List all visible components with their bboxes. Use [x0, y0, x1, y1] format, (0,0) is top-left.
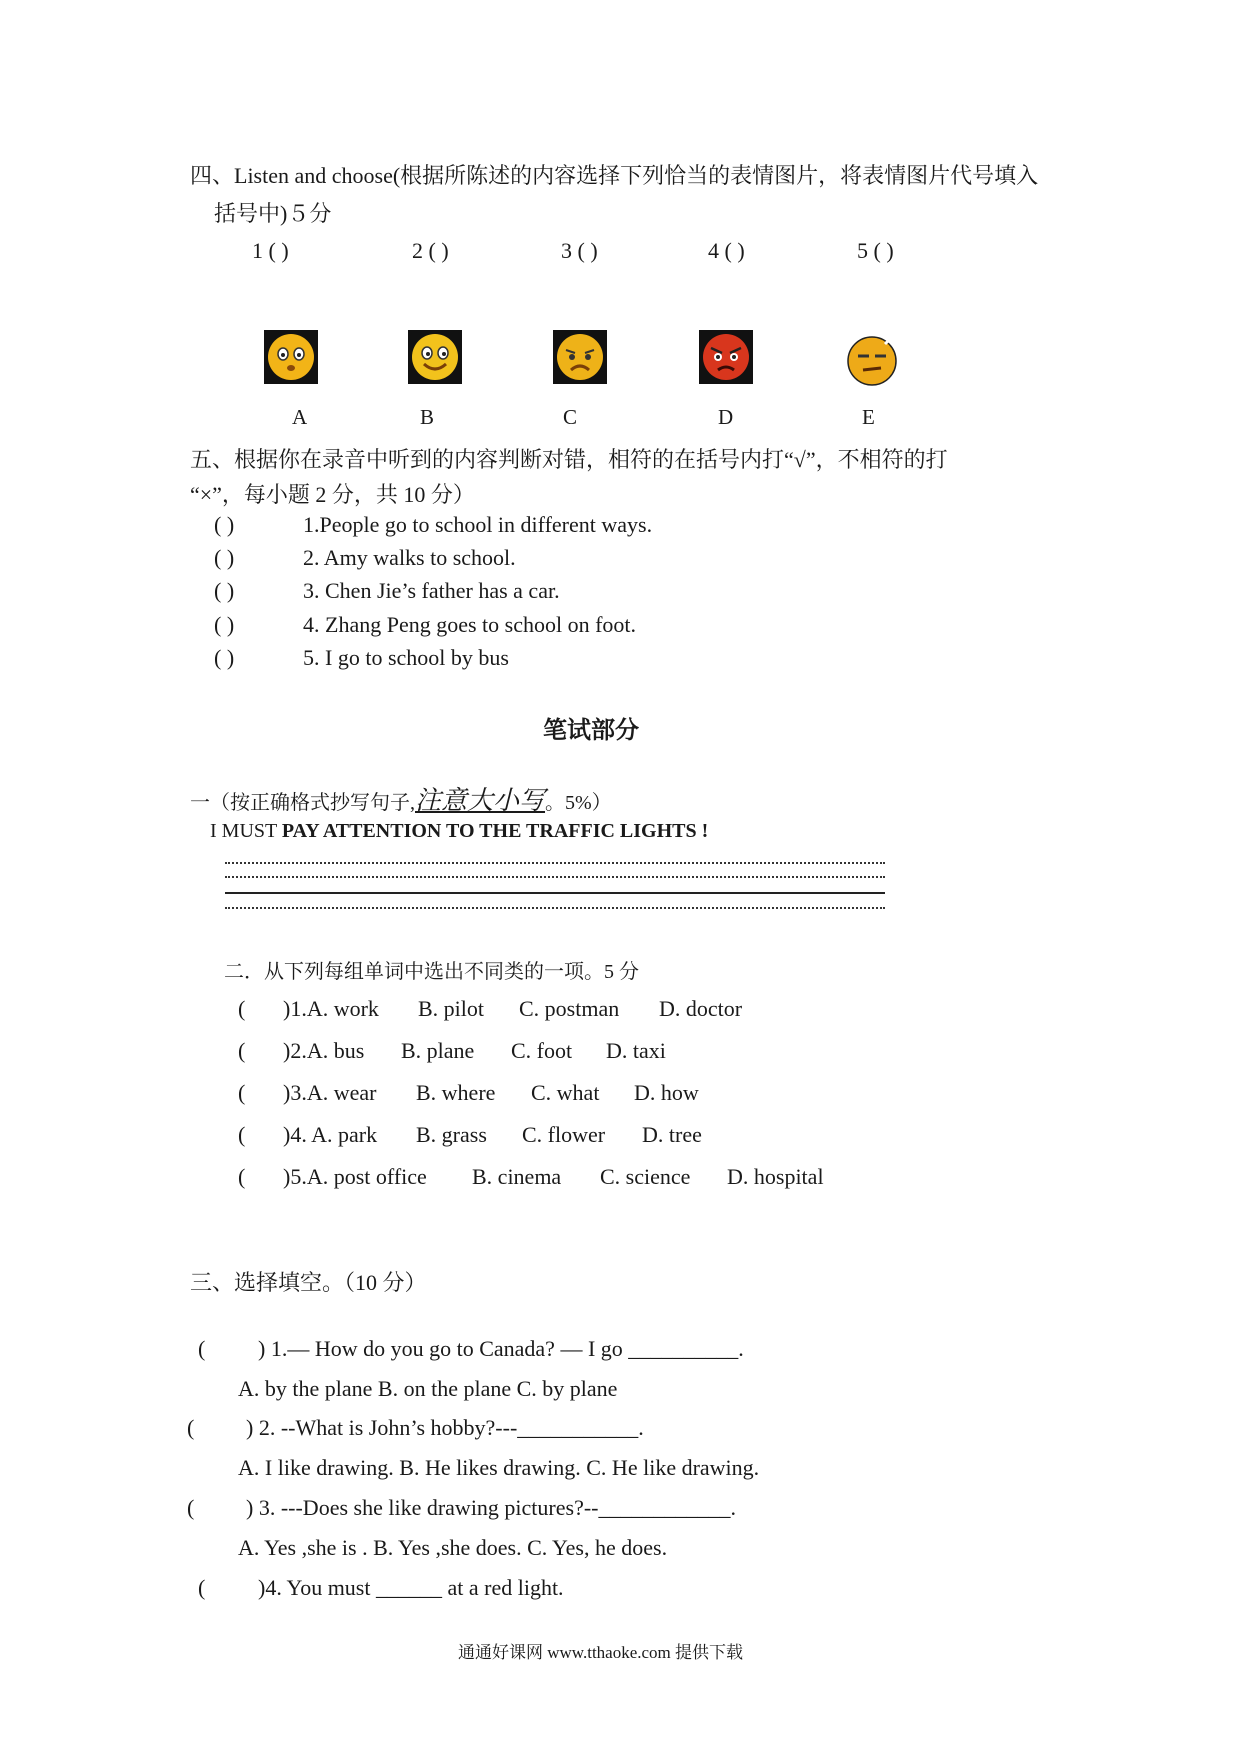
choice-paren-2[interactable]: (: [187, 1415, 195, 1440]
copy-sentence: [210, 820, 708, 843]
face-label-e: E: [862, 405, 875, 429]
odd-one-item-1-a: )1.A. work: [283, 996, 379, 1021]
written-section-header: 笔试部分: [543, 716, 639, 744]
odd-one-item-5-b: B. cinema: [472, 1164, 562, 1189]
surprised-face-icon: [264, 330, 318, 384]
part3-title: 三、选择填空。（10 分）: [190, 1270, 427, 1295]
choice-question-4: )4. You must ______ at a red light.: [258, 1575, 564, 1600]
odd-one-item-3-c: C. what: [531, 1080, 600, 1105]
odd-one-item-3-a: )3.A. wear: [283, 1080, 377, 1105]
judge-item-3: 3. Chen Jie’s father has a car.: [303, 578, 560, 603]
face-label-b: B: [420, 405, 435, 429]
odd-one-item-4-a: )4. A. park: [283, 1122, 378, 1147]
smiling-face-icon: [408, 330, 462, 384]
choice-options-2: A. I like drawing. B. He likes drawing. C. He like drawing.: [238, 1455, 760, 1480]
odd-one-item-4-c: C. flower: [522, 1122, 606, 1147]
choice-paren-1[interactable]: (: [198, 1336, 206, 1361]
part1-title-suffix: 。5%）: [545, 792, 612, 814]
judge-paren-4[interactable]: ( ): [214, 612, 235, 637]
judge-paren-3[interactable]: ( ): [214, 578, 235, 603]
odd-one-item-5-c: C. science: [600, 1164, 691, 1189]
copy-sentence-plain: I MUST: [210, 820, 282, 842]
section5-title-line1: 五、根据你在录音中听到的内容判断对错，相符的在括号内打“√”，不相符的打: [190, 447, 948, 472]
judge-item-5: 5. I go to school by bus: [303, 645, 509, 670]
sad-face-icon: [553, 330, 607, 384]
writing-line-2[interactable]: [225, 876, 885, 878]
odd-one-item-3-d: D. how: [634, 1080, 699, 1105]
annoyed-face-icon: [845, 334, 899, 388]
face-label-a: A: [292, 405, 308, 429]
page-footer: 通通好课网 www.tthaoke.com 提供下载: [458, 1643, 744, 1662]
part1-title: [190, 780, 612, 817]
part1-title-emphasis: 注意大小写: [415, 786, 546, 815]
choice-question-3: ) 3. ---Does she like drawing pictures?--____________.: [246, 1495, 736, 1520]
odd-one-paren-3[interactable]: (: [238, 1080, 246, 1105]
face-label-d: D: [718, 405, 734, 429]
odd-one-item-5-a: )5.A. post office: [283, 1164, 427, 1189]
odd-one-paren-2[interactable]: (: [238, 1038, 246, 1063]
odd-one-item-4-d: D. tree: [642, 1122, 702, 1147]
section4-title-line2: 括号中)５分: [214, 201, 332, 226]
section5-title-line2: “×”，每小题 2 分，共 10 分）: [190, 482, 475, 507]
odd-one-item-1-c: C. postman: [519, 996, 620, 1021]
odd-one-item-1-b: B. pilot: [418, 996, 485, 1021]
odd-one-item-3-b: B. where: [416, 1080, 496, 1105]
judge-item-4: 4. Zhang Peng goes to school on foot.: [303, 612, 637, 637]
answer-blank-4[interactable]: 4 ( ): [708, 238, 745, 263]
odd-one-item-4-b: B. grass: [416, 1122, 487, 1147]
odd-one-item-5-d: D. hospital: [727, 1164, 824, 1189]
choice-options-3: A. Yes ,she is . B. Yes ,she does. C. Yes, he does.: [238, 1535, 668, 1560]
odd-one-item-2-b: B. plane: [401, 1038, 475, 1063]
answer-blank-2[interactable]: 2 ( ): [412, 238, 449, 263]
judge-item-2: 2. Amy walks to school.: [303, 545, 516, 570]
angry-face-icon: [699, 330, 753, 384]
odd-one-item-2-d: D. taxi: [606, 1038, 666, 1063]
writing-line-1[interactable]: [225, 862, 885, 864]
judge-item-1: 1.People go to school in different ways.: [303, 512, 653, 537]
choice-paren-3[interactable]: (: [187, 1495, 195, 1520]
odd-one-paren-1[interactable]: (: [238, 996, 246, 1021]
choice-question-1: ) 1.— How do you go to Canada? — I go __________.: [258, 1336, 744, 1361]
odd-one-paren-4[interactable]: (: [238, 1122, 246, 1147]
judge-paren-5[interactable]: ( ): [214, 645, 235, 670]
odd-one-item-1-d: D. doctor: [659, 996, 743, 1021]
choice-question-2: ) 2. --What is John’s hobby?---___________.: [246, 1415, 644, 1440]
judge-paren-1[interactable]: ( ): [214, 512, 235, 537]
choice-options-1: A. by the plane B. on the plane C. by plane: [238, 1376, 618, 1401]
part1-title-prefix: 一（按正确格式抄写句子,: [190, 792, 415, 814]
face-label-c: C: [563, 405, 578, 429]
odd-one-item-2-a: )2.A. bus: [283, 1038, 365, 1063]
answer-blank-3[interactable]: 3 ( ): [561, 238, 598, 263]
copy-sentence-bold: PAY ATTENTION TO THE TRAFFIC LIGHTS !: [281, 820, 709, 842]
odd-one-item-2-c: C. foot: [511, 1038, 573, 1063]
section4-title-line1: 四、Listen and choose(根据所陈述的内容选择下列恰当的表情图片，将表情图片代号填入: [190, 163, 1039, 188]
part2-title: 二．从下列每组单词中选出不同类的一项。5 分: [224, 961, 639, 983]
judge-paren-2[interactable]: ( ): [214, 545, 235, 570]
writing-line-4[interactable]: [225, 907, 885, 909]
answer-blank-1[interactable]: 1 ( ): [252, 238, 289, 263]
odd-one-paren-5[interactable]: (: [238, 1164, 246, 1189]
answer-blank-5[interactable]: 5 ( ): [857, 238, 894, 263]
writing-line-3[interactable]: [225, 892, 885, 894]
choice-paren-4[interactable]: (: [198, 1575, 206, 1600]
